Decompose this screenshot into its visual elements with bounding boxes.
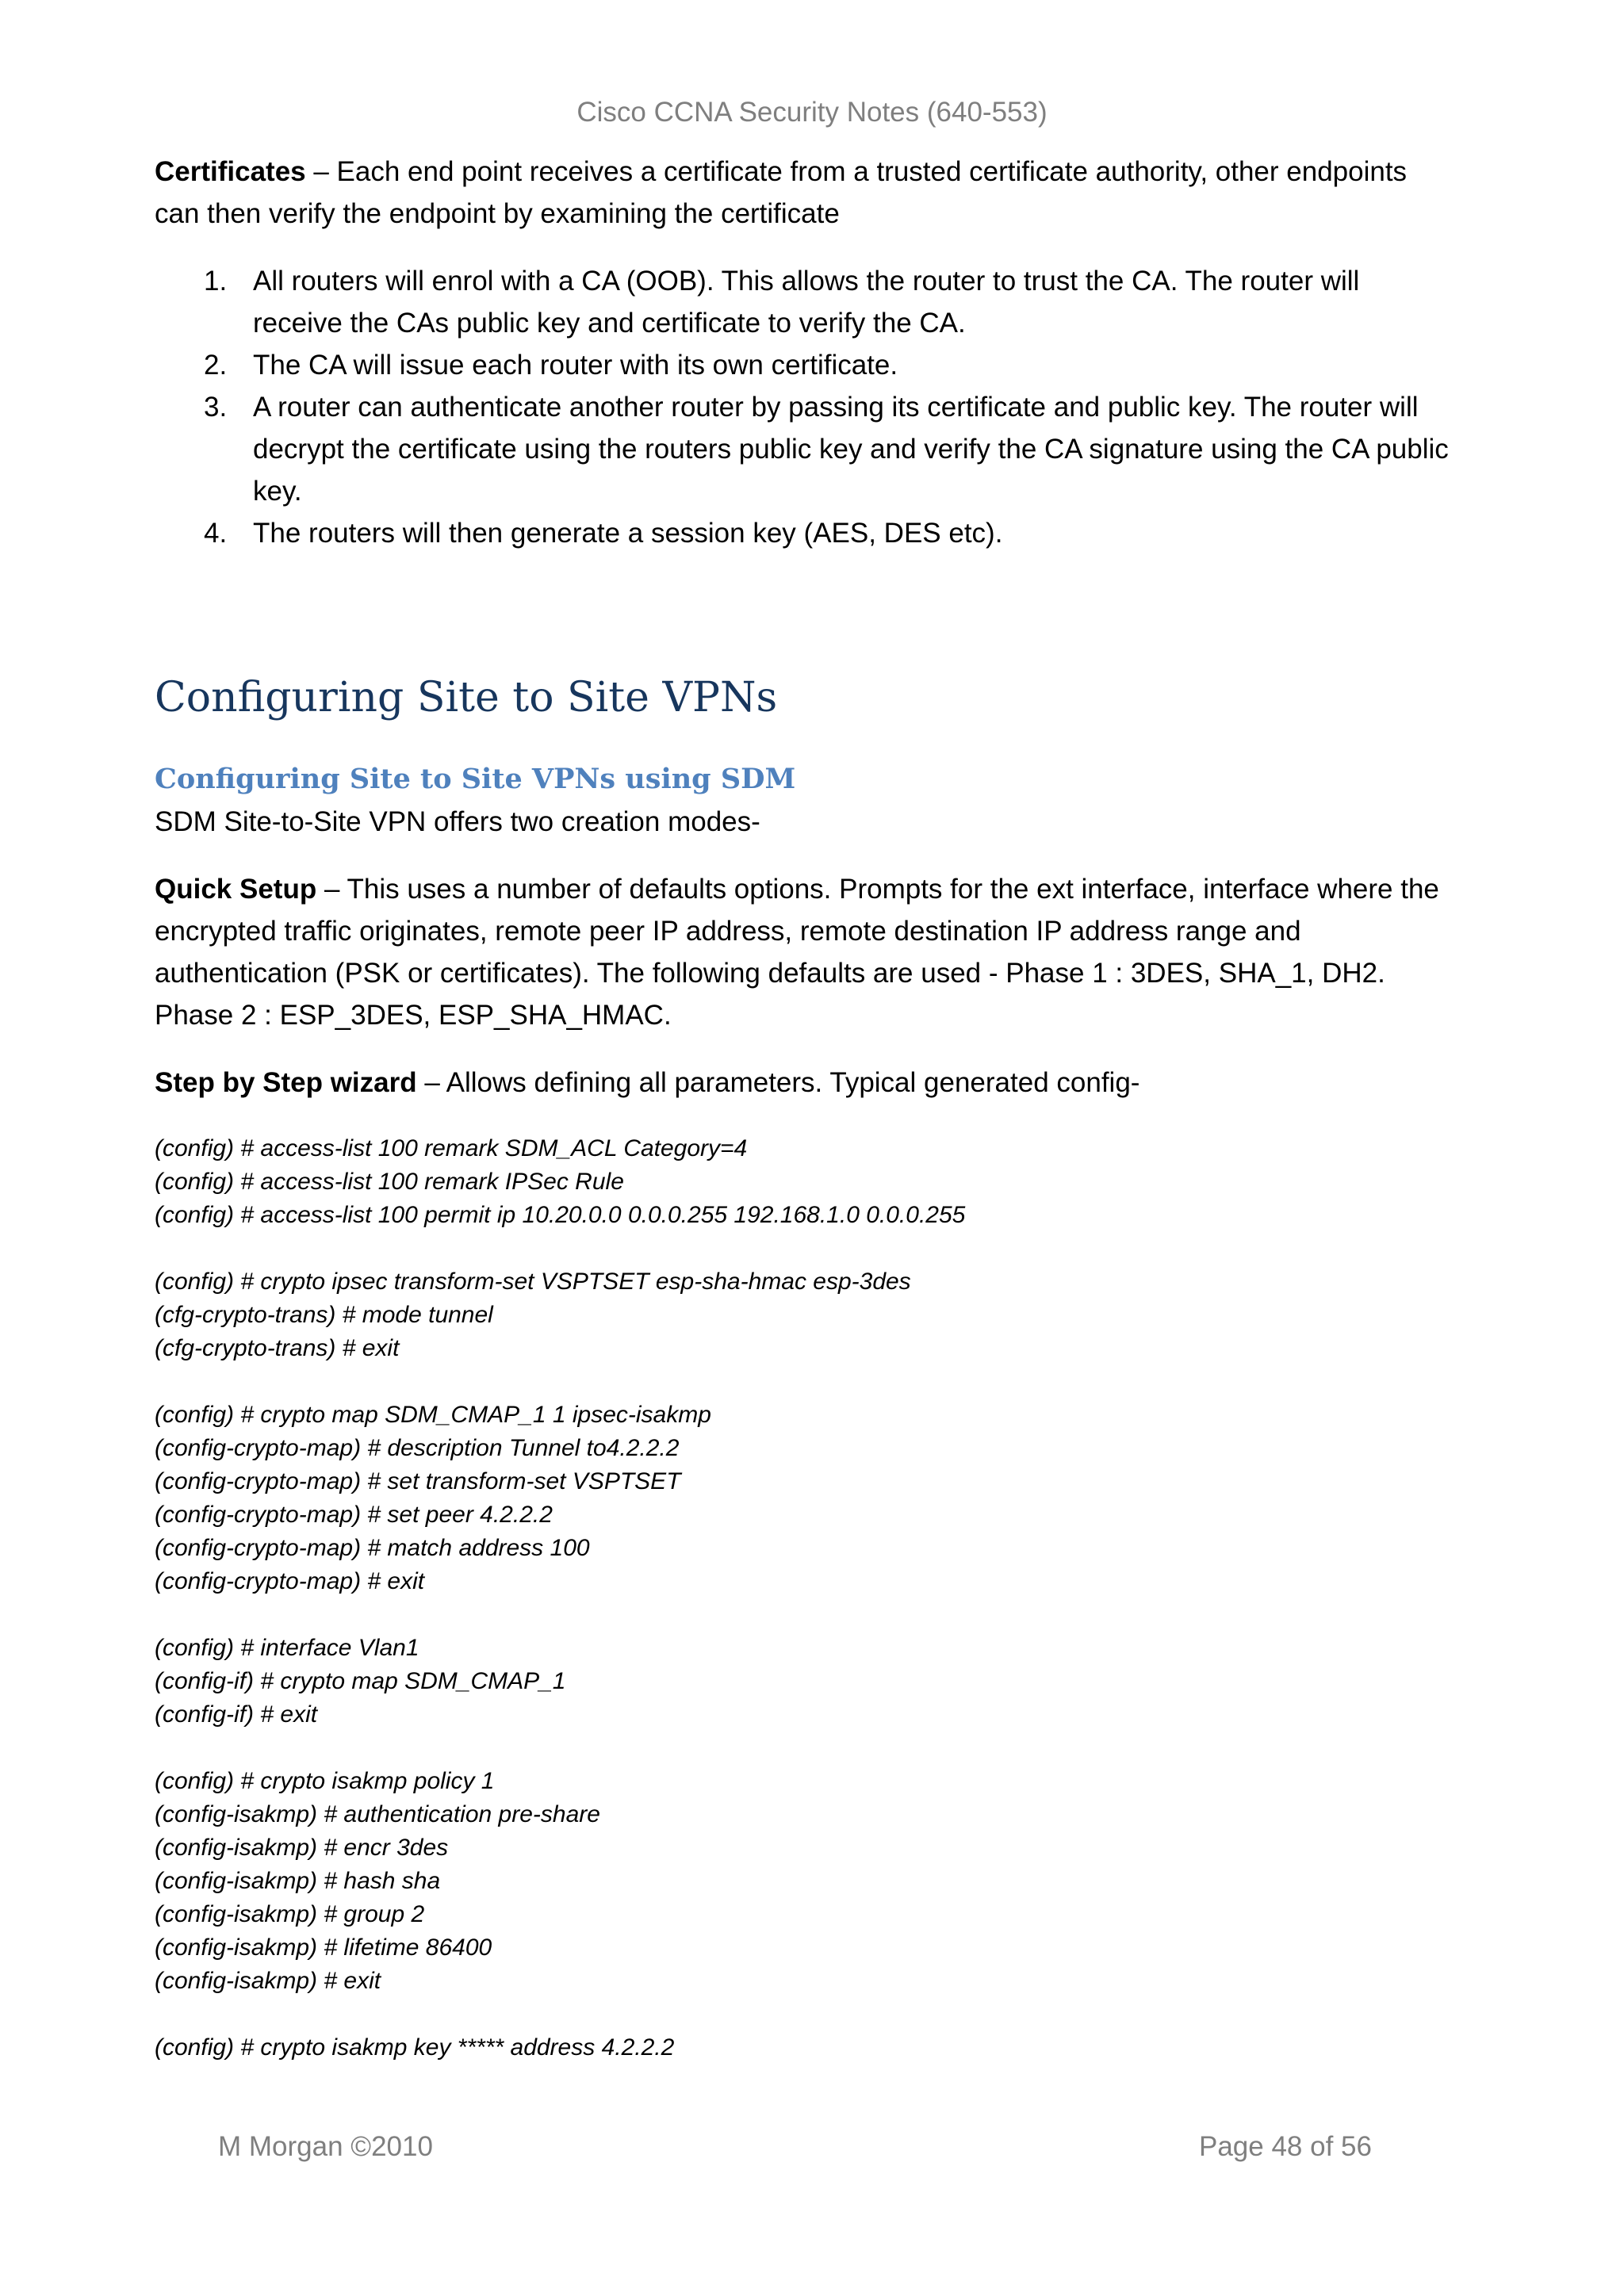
code-line: (config) # crypto isakmp policy 1: [155, 1768, 495, 1794]
vpn-section-body: [155, 801, 1471, 2098]
code-line: (config) # access-list 100 permit ip 10.20.0.0 0.0.0.255 192.168.1.0 0.0.0.255: [155, 1202, 966, 1228]
step-wizard-text: – Allows defining all parameters. Typical generated config-: [416, 1067, 1140, 1098]
code-line: (cfg-crypto-trans) # exit: [155, 1335, 400, 1361]
list-item-number: 1.: [204, 266, 228, 297]
quick-setup-label: Quick Setup: [155, 874, 317, 905]
list-item-text: All routers will enrol with a CA (OOB). This allows the router to trust the CA. The router will receive the CAs public key and certificate to verify the CA.: [253, 266, 1360, 339]
code-line: (config-isakmp) # group 2: [155, 1901, 425, 1927]
code-line: (config-crypto-map) # set peer 4.2.2.2: [155, 1502, 553, 1528]
certificates-label: Certificates: [155, 156, 306, 187]
code-block-interface: [155, 1632, 1471, 1732]
footer-page-number: Page 48 of 56: [1199, 2131, 1372, 2162]
certificates-section: [155, 151, 1455, 554]
list-item-text: A router can authenticate another router by passing its certificate and public key. The router will decrypt the certificate using the routers public key and verify the CA signature using the CA public key.: [253, 392, 1449, 507]
code-line: (config) # access-list 100 remark IPSec Rule: [155, 1169, 624, 1195]
code-line: (config) # crypto map SDM_CMAP_1 1 ipsec-isakmp: [155, 1402, 711, 1428]
code-line: (cfg-crypto-trans) # mode tunnel: [155, 1302, 493, 1328]
code-line: (config-isakmp) # hash sha: [155, 1868, 441, 1894]
code-line: (config-crypto-map) # exit: [155, 1568, 425, 1594]
list-item: [155, 512, 1455, 554]
code-line: (config-isakmp) # lifetime 86400: [155, 1934, 492, 1961]
subsection-heading: Configuring Site to Site VPNs using SDM: [155, 763, 796, 795]
list-item: [155, 260, 1455, 344]
list-item: [155, 344, 1455, 386]
list-item: [155, 386, 1455, 512]
code-line: (config) # crypto isakmp key ***** address 4.2.2.2: [155, 2034, 675, 2061]
list-item-number: 3.: [204, 392, 228, 423]
footer-author: M Morgan ©2010: [218, 2131, 433, 2162]
certificate-steps-list: [155, 260, 1455, 554]
intro-paragraph: SDM Site-to-Site VPN offers two creation modes-: [155, 806, 760, 837]
step-wizard-paragraph: [155, 1062, 1471, 1104]
code-block-acl: [155, 1132, 1471, 1232]
code-line: (config) # access-list 100 remark SDM_ACL Category=4: [155, 1135, 748, 1161]
code-line: (config-isakmp) # exit: [155, 1968, 381, 1994]
step-wizard-label: Step by Step wizard: [155, 1067, 417, 1098]
code-block-crypto-map: [155, 1399, 1471, 1598]
list-item-text: The routers will then generate a session key (AES, DES etc).: [253, 518, 1003, 549]
code-line: (config) # crypto ipsec transform-set VSPTSET esp-sha-hmac esp-3des: [155, 1269, 911, 1295]
code-line: (config) # interface Vlan1: [155, 1635, 419, 1661]
code-line: (config-isakmp) # authentication pre-share: [155, 1801, 600, 1827]
list-item-text: The CA will issue each router with its own certificate.: [253, 350, 898, 381]
certificates-text: – Each end point receives a certificate from a trusted certificate authority, other endpoints can then verify the endpoint by examining the certificate: [155, 156, 1408, 229]
quick-setup-text: – This uses a number of defaults options. Prompts for the ext interface, interface where the encrypted traffic originates, remote peer IP address, remote destination IP address range and authentication (PSK or certificates). The following defaults are used - Phase 1 : 3DES, SHA_1, DH2. Phase 2 : ESP_3DES, ESP_SHA_HMAC.: [155, 874, 1439, 1031]
quick-setup-paragraph: [155, 868, 1471, 1036]
code-line: (config-crypto-map) # set transform-set VSPTSET: [155, 1468, 681, 1494]
list-item-number: 2.: [204, 350, 228, 381]
code-line: (config-if) # crypto map SDM_CMAP_1: [155, 1668, 566, 1694]
code-line: (config-crypto-map) # description Tunnel to4.2.2.2: [155, 1435, 680, 1461]
code-block-transform-set: [155, 1265, 1471, 1365]
page-header: Cisco CCNA Security Notes (640-553): [576, 97, 1048, 128]
code-line: (config-isakmp) # encr 3des: [155, 1835, 449, 1861]
section-heading: Configuring Site to Site VPNs: [155, 674, 778, 721]
code-line: (config-if) # exit: [155, 1701, 318, 1728]
code-block-isakmp-policy: [155, 1765, 1471, 1998]
code-line: (config-crypto-map) # match address 100: [155, 1535, 590, 1561]
certificates-paragraph: [155, 151, 1455, 235]
code-block-isakmp-key: [155, 2031, 1471, 2064]
list-item-number: 4.: [204, 518, 228, 549]
